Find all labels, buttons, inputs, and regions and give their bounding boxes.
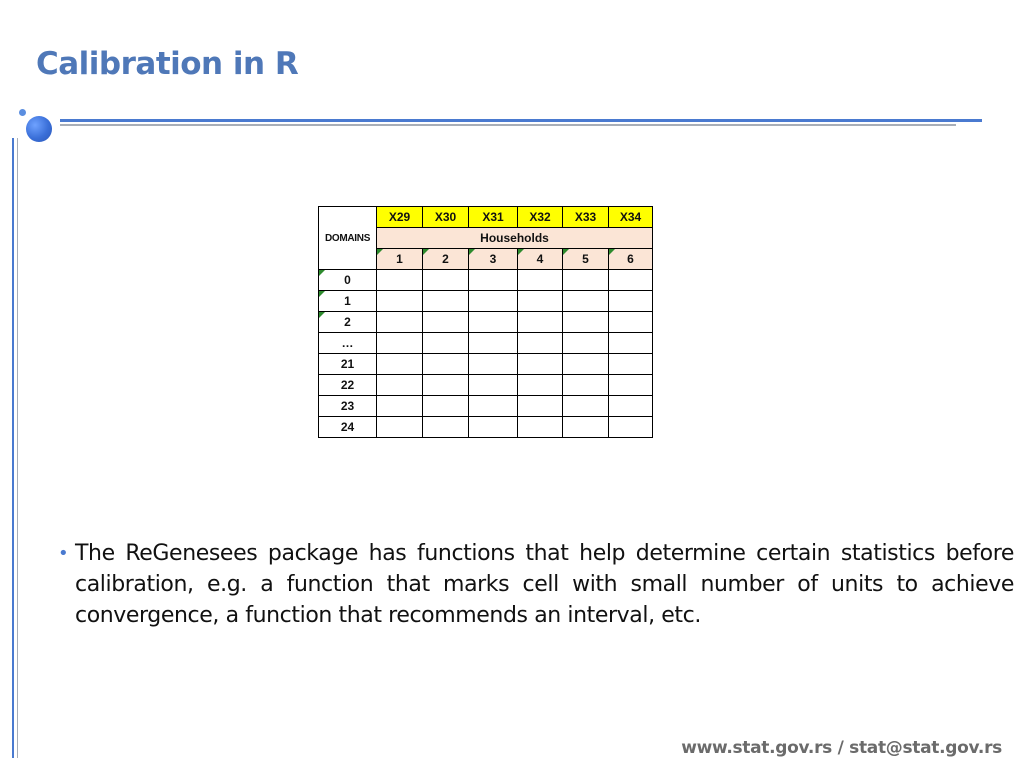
decorative-dot-small xyxy=(19,109,26,116)
table-row xyxy=(319,291,653,312)
table-cell xyxy=(609,291,653,312)
table-cell xyxy=(518,396,563,417)
table-cell xyxy=(423,354,469,375)
table-row xyxy=(319,354,653,375)
table-cell xyxy=(377,375,423,396)
table-cell xyxy=(423,312,469,333)
side-rule-gray xyxy=(17,138,18,758)
comment-marker-icon xyxy=(319,270,325,276)
calibration-table xyxy=(318,206,653,438)
column-number-cell xyxy=(609,249,653,270)
table-cell xyxy=(469,354,518,375)
comment-marker-icon xyxy=(319,312,325,318)
table-cell xyxy=(377,333,423,354)
table-cell xyxy=(469,375,518,396)
table-cell xyxy=(469,417,518,438)
comment-marker-icon xyxy=(563,249,569,255)
comment-marker-icon xyxy=(377,249,383,255)
table-cell xyxy=(423,291,469,312)
table-cell xyxy=(469,312,518,333)
table-cell xyxy=(518,417,563,438)
table-cell xyxy=(563,417,609,438)
variable-header-cell: X34 xyxy=(609,207,653,228)
table-cell xyxy=(423,417,469,438)
table-cell xyxy=(609,375,653,396)
households-header: Households xyxy=(377,228,653,249)
domain-cell: … xyxy=(319,333,377,354)
table-cell xyxy=(469,291,518,312)
header-divider-blue xyxy=(60,119,982,122)
header-divider-gray xyxy=(60,124,956,126)
comment-marker-icon xyxy=(423,249,429,255)
table-cell xyxy=(377,270,423,291)
table-row xyxy=(319,375,653,396)
comment-marker-icon xyxy=(609,249,615,255)
table-cell xyxy=(609,354,653,375)
variable-header-cell: X29 xyxy=(377,207,423,228)
table-cell xyxy=(518,270,563,291)
column-number-label: 2 xyxy=(442,252,449,266)
column-number-label: 1 xyxy=(396,252,403,266)
table-cell xyxy=(377,291,423,312)
table-cell xyxy=(377,312,423,333)
comment-marker-icon xyxy=(319,291,325,297)
side-rule-blue xyxy=(12,138,14,758)
variable-header-cell: X33 xyxy=(563,207,609,228)
bullet-item xyxy=(58,538,1014,631)
table-cell xyxy=(609,312,653,333)
column-number-cell xyxy=(469,249,518,270)
domain-cell xyxy=(319,312,377,333)
table-cell xyxy=(609,270,653,291)
column-number-cell xyxy=(377,249,423,270)
table-cell xyxy=(563,396,609,417)
table-cell xyxy=(469,270,518,291)
domain-cell xyxy=(319,291,377,312)
footer-contact: www.stat.gov.rs / stat@stat.gov.rs xyxy=(681,738,1002,758)
domain-label: 2 xyxy=(344,315,351,329)
decorative-dot-large xyxy=(26,116,52,142)
domain-cell: 24 xyxy=(319,417,377,438)
column-number-label: 5 xyxy=(582,252,589,266)
table-cell xyxy=(563,333,609,354)
table-cell xyxy=(423,270,469,291)
table-cell xyxy=(423,333,469,354)
table-cell xyxy=(563,375,609,396)
table-cell xyxy=(609,417,653,438)
table-cell xyxy=(518,375,563,396)
comment-marker-icon xyxy=(469,249,475,255)
table-cell xyxy=(377,396,423,417)
domain-cell: 23 xyxy=(319,396,377,417)
table-cell xyxy=(518,312,563,333)
table-cell xyxy=(469,396,518,417)
table-row xyxy=(319,270,653,291)
table-row xyxy=(319,312,653,333)
table-cell xyxy=(563,354,609,375)
table-cell xyxy=(609,333,653,354)
column-number-cell xyxy=(423,249,469,270)
bullet-dot-icon: • xyxy=(58,543,69,564)
table-row xyxy=(319,417,653,438)
domain-cell: 21 xyxy=(319,354,377,375)
column-number-label: 4 xyxy=(536,252,544,266)
variable-header-row xyxy=(319,207,653,228)
table-cell xyxy=(518,333,563,354)
domain-cell xyxy=(319,270,377,291)
table-cell xyxy=(469,333,518,354)
table-cell xyxy=(518,354,563,375)
table-cell xyxy=(423,375,469,396)
table-cell xyxy=(377,417,423,438)
domain-label: 0 xyxy=(344,273,351,287)
column-number-cell xyxy=(518,249,563,270)
table-cell xyxy=(563,312,609,333)
domains-header: DOMAINS xyxy=(319,207,377,270)
table-cell xyxy=(423,396,469,417)
variable-header-cell: X31 xyxy=(469,207,518,228)
domain-label: 1 xyxy=(344,294,351,308)
comment-marker-icon xyxy=(518,249,524,255)
table-cell xyxy=(518,291,563,312)
table-cell xyxy=(563,270,609,291)
slide-title: Calibration in R xyxy=(36,46,299,82)
variable-header-cell: X32 xyxy=(518,207,563,228)
table-cell xyxy=(563,291,609,312)
table-cell xyxy=(377,354,423,375)
variable-header-cell: X30 xyxy=(423,207,469,228)
table-cell xyxy=(609,396,653,417)
column-number-label: 6 xyxy=(627,252,634,266)
table-row xyxy=(319,396,653,417)
bullet-text: The ReGenesees package has functions that help determine certain statistics before calibration, e.g. a function that marks cell with small number of units to achieve convergence, a function that recommends an interval, etc. xyxy=(75,541,1014,628)
column-number-cell xyxy=(563,249,609,270)
column-number-label: 3 xyxy=(489,252,497,266)
table-row xyxy=(319,333,653,354)
domain-cell: 22 xyxy=(319,375,377,396)
